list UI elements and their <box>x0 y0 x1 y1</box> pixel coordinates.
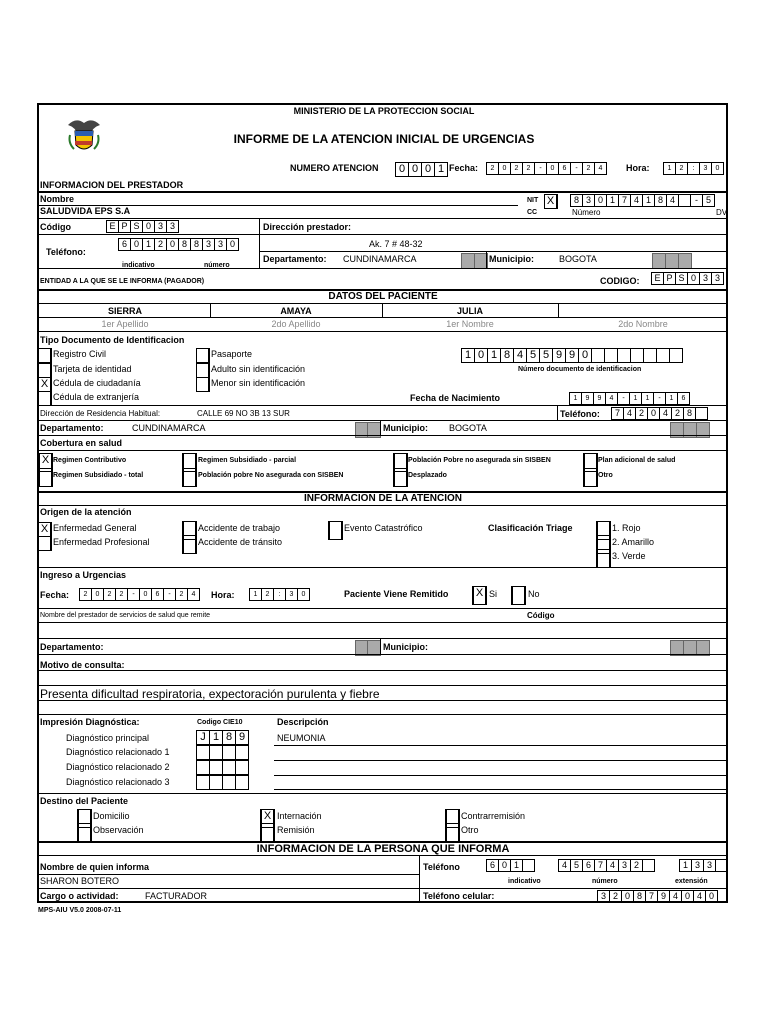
nit-cells <box>571 194 715 206</box>
ministry-title: MINISTERIO DE LA PROTECCION SOCIAL <box>293 106 475 116</box>
desplazado-checkbox[interactable] <box>393 468 408 487</box>
digit-cell[interactable]: 4 <box>669 890 682 903</box>
digit-cell[interactable]: 7 <box>611 407 624 420</box>
digit-cell[interactable]: 4 <box>594 162 607 175</box>
pasaporte-checkbox[interactable] <box>196 348 210 363</box>
digit-cell[interactable]: 3 <box>691 859 704 872</box>
digit-cell[interactable]: 2 <box>261 588 274 601</box>
internacion-label: Internación <box>277 811 322 821</box>
impresion-label: Impresión Diagnóstica: <box>40 717 140 727</box>
digit-cell[interactable]: 4 <box>513 348 527 363</box>
digit-cell[interactable]: 0 <box>166 238 179 251</box>
prestador-remite-label: Nombre del prestador de servicios de salud que remite <box>40 612 211 619</box>
digit-cell[interactable]: 0 <box>621 890 634 903</box>
digit-cell[interactable]: 0 <box>226 238 239 251</box>
tarjeta-identidad-checkbox[interactable] <box>38 363 52 378</box>
regimen-subsidiado-total-checkbox[interactable] <box>38 468 53 487</box>
digit-cell[interactable]: 2 <box>103 588 116 601</box>
digit-cell[interactable]: S <box>675 272 688 285</box>
digit-cell[interactable]: 0 <box>395 162 409 177</box>
digit-cell[interactable]: 6 <box>582 859 595 872</box>
menor-sin-id-label: Menor sin identificación <box>211 378 306 388</box>
informante-numero-label: número <box>592 878 618 885</box>
otro-destino-label: Otro <box>461 825 479 835</box>
remite-municipio-label: Municipio: <box>383 642 428 652</box>
digit-cell[interactable]: 1 <box>665 392 678 405</box>
digit-cell[interactable]: - <box>617 392 630 405</box>
triage-label: Clasificación Triage <box>488 523 573 533</box>
numero-atencion-label: NUMERO ATENCION <box>290 163 379 173</box>
digit-cell[interactable]: 0 <box>139 588 152 601</box>
digit-cell[interactable] <box>522 859 535 872</box>
apellido2[interactable]: AMAYA <box>280 306 312 316</box>
adulto-sin-id-checkbox[interactable] <box>196 363 210 378</box>
indicativo-label: indicativo <box>122 262 155 269</box>
digit-cell[interactable]: 8 <box>654 194 667 207</box>
digit-cell[interactable]: 3 <box>214 238 227 251</box>
digit-cell[interactable]: 0 <box>91 588 104 601</box>
prestador-section: INFORMACION DEL PRESTADOR <box>40 180 184 190</box>
regimen-subsidiado-total-label: Regimen Subsidiado - total <box>53 472 144 479</box>
digit-cell[interactable]: 2 <box>671 407 684 420</box>
otro-cobertura-label: Otro <box>598 472 613 479</box>
digit-cell[interactable]: 0 <box>498 859 511 872</box>
digit-cell[interactable]: 2 <box>675 162 688 175</box>
domicilio-label: Domicilio <box>93 811 130 821</box>
nit-numero-label: Número <box>572 208 601 217</box>
digit-cell[interactable]: 3 <box>166 220 179 233</box>
digit-cell[interactable] <box>604 348 618 363</box>
departamento-prestador[interactable]: CUNDINAMARCA <box>343 254 417 264</box>
otro-destino-checkbox[interactable] <box>445 823 460 842</box>
informante-extension-label: extensión <box>675 878 708 885</box>
digit-cell[interactable]: 4 <box>605 392 618 405</box>
pobre-con-sisben-checkbox[interactable] <box>182 468 197 487</box>
digit-cell[interactable]: 1 <box>641 392 654 405</box>
form-title: INFORME DE LA ATENCION INICIAL DE URGENCIAS <box>233 132 535 146</box>
pasaporte-label: Pasaporte <box>211 349 253 359</box>
digit-cell[interactable] <box>643 348 657 363</box>
digit-cell[interactable]: 2 <box>115 588 128 601</box>
digit-cell[interactable]: 1 <box>461 348 475 363</box>
digit-cell[interactable]: 1 <box>510 859 523 872</box>
digit-cell[interactable]: 3 <box>285 588 298 601</box>
observacion-checkbox[interactable] <box>77 823 92 842</box>
prestador-nombre[interactable]: SALUDVIDA EPS S.A <box>40 206 131 216</box>
digit-cell[interactable] <box>591 348 605 363</box>
digit-cell[interactable]: 0 <box>687 272 700 285</box>
cc-label: CC <box>527 209 538 216</box>
dx-rel2-label: Diagnóstico relacionado 2 <box>66 762 170 772</box>
digit-cell[interactable]: 2 <box>510 162 523 175</box>
cie10-label: Codigo CIE10 <box>197 719 243 726</box>
prestador-nombre-label: Nombre <box>40 194 75 204</box>
numero-atencion-cells <box>396 162 448 174</box>
digit-cell[interactable]: 0 <box>546 162 559 175</box>
observacion-label: Observación <box>93 825 144 835</box>
digit-cell[interactable]: 2 <box>609 890 622 903</box>
digit-cell[interactable]: 3 <box>711 272 724 285</box>
enfermedad-general-checkbox[interactable]: X <box>38 522 52 537</box>
adulto-sin-id-label: Adulto sin identificación <box>211 364 306 374</box>
digit-cell[interactable]: 4 <box>666 194 679 207</box>
digit-cell[interactable]: 1 <box>629 392 642 405</box>
digit-cell[interactable]: 2 <box>522 162 535 175</box>
apellido1-label: 1er Apellido <box>101 319 149 329</box>
digit-cell[interactable]: 4 <box>659 407 672 420</box>
hora-cells <box>664 162 724 174</box>
remitido-si-label: Si <box>489 589 498 599</box>
digit-cell[interactable]: 8 <box>633 890 646 903</box>
digit-cell[interactable]: 3 <box>699 162 712 175</box>
digit-cell[interactable]: 0 <box>711 162 724 175</box>
doc-number-label: Número documento de identificacion <box>518 366 642 373</box>
accidente-transito-checkbox[interactable] <box>182 535 197 554</box>
telefono-prestador-label: Teléfono: <box>46 247 86 257</box>
digit-cell[interactable]: 1 <box>434 162 448 177</box>
direccion-prestador-label: Dirección prestador: <box>263 222 352 232</box>
digit-cell[interactable]: 3 <box>597 890 610 903</box>
digit-cell[interactable]: 2 <box>79 588 92 601</box>
digit-cell[interactable]: 0 <box>498 162 511 175</box>
informante-tel-ind-cells <box>487 859 535 871</box>
atencion-section: INFORMACION DE LA ATENCION <box>38 491 728 506</box>
digit-cell[interactable]: - <box>570 162 583 175</box>
informante-tel-ext-cells <box>680 859 728 871</box>
direccion-paciente-label: Dirección de Residencia Habitual: <box>40 409 161 418</box>
digit-cell[interactable]: 2 <box>635 407 648 420</box>
digit-cell[interactable]: 8 <box>683 407 696 420</box>
motivo-consulta[interactable]: Presenta dificultad respiratoria, expectoración purulenta y fiebre <box>40 687 380 701</box>
digit-cell[interactable] <box>656 348 670 363</box>
digit-cell[interactable]: 1 <box>679 859 692 872</box>
informante-nombre[interactable]: SHARON BOTERO <box>40 876 120 886</box>
digit-cell[interactable]: 5 <box>526 348 540 363</box>
telefono-prestador-cells <box>119 238 239 250</box>
telefono-paciente-cells <box>612 407 708 419</box>
celular-label: Teléfono celular: <box>423 891 495 901</box>
dx-rel1-cells <box>197 745 249 757</box>
hora-label: Hora: <box>626 163 650 173</box>
digit-cell[interactable]: 0 <box>578 348 592 363</box>
nit-label: NIT <box>527 197 539 204</box>
regimen-subsidiado-parcial-label: Regimen Subsidiado - parcial <box>198 457 297 464</box>
entidad-label: ENTIDAD A LA QUE SE LE INFORMA (PAGADOR) <box>40 278 205 285</box>
evento-catastrofico-label: Evento Catastrófico <box>344 523 423 533</box>
tipo-doc-label: Tipo Documento de Identificacion <box>40 335 185 345</box>
digit-cell[interactable]: 8 <box>190 238 203 251</box>
nombre1-label: 1er Nombre <box>446 319 494 329</box>
telefono-paciente-label: Teléfono: <box>560 409 600 419</box>
digit-cell[interactable]: 7 <box>594 859 607 872</box>
form-version: MPS-AIU V5.0 2008-07-11 <box>38 907 122 914</box>
informante-telefono-label: Teléfono <box>423 862 460 872</box>
regimen-contributivo-checkbox[interactable]: X <box>38 453 53 472</box>
digit-cell[interactable]: 5 <box>702 194 715 207</box>
digit-cell[interactable]: 4 <box>187 588 200 601</box>
digit-cell[interactable]: S <box>130 220 143 233</box>
fecha-nac-cells <box>570 392 690 404</box>
digit-cell[interactable]: 0 <box>408 162 422 177</box>
digit-cell[interactable]: 3 <box>582 194 595 207</box>
triage-verde-label: 3. Verde <box>612 551 646 561</box>
digit-cell[interactable]: 0 <box>297 588 310 601</box>
digit-cell[interactable]: 9 <box>581 392 594 405</box>
enfermedad-profesional-label: Enfermedad Profesional <box>53 537 150 547</box>
cedula-extranjeria-checkbox[interactable] <box>38 391 52 406</box>
departamento-paciente-label: Departamento: <box>40 423 104 433</box>
digit-cell[interactable]: E <box>106 220 119 233</box>
codigo-pagador-label: CODIGO: <box>600 276 640 286</box>
pobre-sin-sisben-label: Población Pobre no asegurada sin SISBEN <box>408 457 551 464</box>
digit-cell[interactable]: 0 <box>705 890 718 903</box>
digit-cell[interactable]: 1 <box>249 588 262 601</box>
ingreso-label: Ingreso a Urgencias <box>40 570 127 580</box>
digit-cell[interactable]: 2 <box>175 588 188 601</box>
digit-cell[interactable]: 9 <box>593 392 606 405</box>
digit-cell[interactable]: 6 <box>151 588 164 601</box>
cedula-ciudadania-label: Cédula de ciudadanía <box>53 378 141 388</box>
ingreso-fecha-label: Fecha: <box>40 590 70 600</box>
digit-cell[interactable]: 4 <box>693 890 706 903</box>
digit-cell[interactable]: : <box>687 162 700 175</box>
informante-section: INFORMACION DE LA PERSONA QUE INFORMA <box>38 841 728 856</box>
fecha-label: Fecha: <box>449 163 479 173</box>
cedula-extranjeria-label: Cédula de extranjería <box>53 392 140 402</box>
triage-verde-checkbox[interactable] <box>596 549 611 568</box>
accidente-trabajo-label: Accidente de trabajo <box>198 523 281 533</box>
dx-rel3-cells <box>197 775 249 787</box>
digit-cell[interactable]: P <box>663 272 676 285</box>
digit-cell[interactable]: 8 <box>500 348 514 363</box>
remitido-no-checkbox[interactable] <box>511 586 526 605</box>
origen-label: Origen de la atención <box>40 507 132 517</box>
digit-cell[interactable]: 9 <box>552 348 566 363</box>
municipio-prestador-label: Municipio: <box>489 254 534 264</box>
motivo-label: Motivo de consulta: <box>40 660 125 670</box>
dx-rel2-cells <box>197 760 249 772</box>
municipio-paciente-label: Municipio: <box>383 423 428 433</box>
digit-cell[interactable]: 9 <box>565 348 579 363</box>
direccion-prestador[interactable]: Ak. 7 # 48-32 <box>369 239 423 249</box>
dx-rel3-label: Diagnóstico relacionado 3 <box>66 777 170 787</box>
digit-cell[interactable]: 3 <box>699 272 712 285</box>
registro-civil-label: Registro Civil <box>53 349 107 359</box>
digit-cell[interactable]: 5 <box>570 859 583 872</box>
digit-cell[interactable] <box>695 407 708 420</box>
digit-cell[interactable] <box>617 348 631 363</box>
departamento-prestador-label: Departamento: <box>263 254 327 264</box>
digit-cell[interactable]: 2 <box>486 162 499 175</box>
informante-tel-num-cells <box>559 859 655 871</box>
digit-cell[interactable]: 4 <box>623 407 636 420</box>
digit-cell[interactable]: 1 <box>209 730 223 745</box>
celular-cells <box>598 890 718 902</box>
triage-amarillo-label: 2. Amarillo <box>612 537 655 547</box>
fecha-nac-label: Fecha de Nacimiento <box>410 393 501 403</box>
cedula-ciudadania-checkbox[interactable]: X <box>38 377 52 392</box>
remision-label: Remisión <box>277 825 315 835</box>
municipio-paciente[interactable]: BOGOTA <box>449 423 487 433</box>
nombre1[interactable]: JULIA <box>456 306 483 316</box>
cargo[interactable]: FACTURADOR <box>145 891 208 901</box>
nit-checkbox[interactable]: X <box>544 194 558 209</box>
digit-cell[interactable]: 1 <box>663 162 676 175</box>
dx-principal-desc[interactable]: NEUMONIA <box>277 733 326 743</box>
apellido2-label: 2do Apellido <box>271 319 321 329</box>
digit-cell[interactable]: - <box>163 588 176 601</box>
doc-number-cells <box>462 348 683 360</box>
digit-cell[interactable] <box>669 348 683 363</box>
digit-cell[interactable]: - <box>690 194 703 207</box>
ingreso-hora-cells <box>250 588 310 600</box>
digit-cell[interactable]: 0 <box>474 348 488 363</box>
digit-cell[interactable]: 3 <box>202 238 215 251</box>
dx-principal-code-cells <box>197 730 249 742</box>
digit-cell[interactable]: 1 <box>142 238 155 251</box>
digit-cell[interactable]: 6 <box>118 238 131 251</box>
triage-rojo-label: 1. Rojo <box>612 523 641 533</box>
informante-nombre-label: Nombre de quien informa <box>40 862 150 872</box>
descripcion-label: Descripción <box>277 717 329 727</box>
digit-cell[interactable]: - <box>653 392 666 405</box>
otro-cobertura-checkbox[interactable] <box>583 468 598 487</box>
regimen-contributivo-label: Regimen Contributivo <box>53 457 127 464</box>
digit-cell[interactable]: 2 <box>154 238 167 251</box>
digit-cell[interactable]: 7 <box>645 890 658 903</box>
digit-cell[interactable]: 6 <box>677 392 690 405</box>
remite-codigo-label: Código <box>527 611 555 620</box>
menor-sin-id-checkbox[interactable] <box>196 377 210 392</box>
digit-cell[interactable]: 0 <box>594 194 607 207</box>
direccion-paciente[interactable]: CALLE 69 NO 3B 13 SUR <box>197 409 290 418</box>
digit-cell[interactable] <box>642 859 655 872</box>
digit-cell[interactable]: 0 <box>647 407 660 420</box>
dx-rel1-label: Diagnóstico relacionado 1 <box>66 747 170 757</box>
digit-cell[interactable]: 1 <box>487 348 501 363</box>
digit-cell[interactable]: : <box>273 588 286 601</box>
digit-cell[interactable]: 0 <box>421 162 435 177</box>
dx-principal-label: Diagnóstico principal <box>66 733 150 743</box>
apellido1[interactable]: SIERRA <box>107 306 142 316</box>
accidente-transito-label: Accidente de tránsito <box>198 537 283 547</box>
digit-cell[interactable]: 0 <box>681 890 694 903</box>
digit-cell[interactable]: 2 <box>582 162 595 175</box>
digit-cell[interactable]: 8 <box>178 238 191 251</box>
evento-catastrofico-checkbox[interactable] <box>328 521 343 540</box>
informante-indicativo-label: indicativo <box>508 878 541 885</box>
contrarremision-label: Contrarremisión <box>461 811 526 821</box>
enfermedad-profesional-checkbox[interactable] <box>38 536 52 551</box>
departamento-paciente[interactable]: CUNDINAMARCA <box>132 423 206 433</box>
remitido-label: Paciente Viene Remitido <box>344 589 449 599</box>
digit-cell[interactable]: 0 <box>142 220 155 233</box>
digit-cell[interactable]: 3 <box>703 859 716 872</box>
numero-tel-label: número <box>204 262 230 269</box>
dv-label: DV <box>716 208 728 217</box>
digit-cell[interactable]: - <box>127 588 140 601</box>
desplazado-label: Desplazado <box>408 472 447 479</box>
ingreso-hora-label: Hora: <box>211 590 235 600</box>
digit-cell[interactable]: 3 <box>154 220 167 233</box>
municipio-prestador[interactable]: BOGOTA <box>559 254 597 264</box>
remision-checkbox[interactable] <box>260 823 275 842</box>
digit-cell[interactable]: 0 <box>130 238 143 251</box>
pobre-con-sisben-label: Población pobre No asegurada con SISBEN <box>198 472 344 479</box>
codigo-cells <box>107 220 179 232</box>
fecha-cells <box>487 162 607 174</box>
cargo-label: Cargo o actividad: <box>40 891 119 901</box>
digit-cell[interactable]: 9 <box>235 730 249 745</box>
digit-cell[interactable]: E <box>651 272 664 285</box>
nombre2-label: 2do Nombre <box>618 319 668 329</box>
digit-cell[interactable]: J <box>196 730 210 745</box>
digit-cell[interactable]: 6 <box>558 162 571 175</box>
enfermedad-general-label: Enfermedad General <box>53 523 137 533</box>
tarjeta-identidad-label: Tarjeta de identidad <box>53 364 132 374</box>
digit-cell[interactable] <box>715 859 728 872</box>
digit-cell[interactable]: 9 <box>657 890 670 903</box>
digit-cell[interactable]: 8 <box>570 194 583 207</box>
digit-cell[interactable]: 5 <box>539 348 553 363</box>
digit-cell[interactable]: P <box>118 220 131 233</box>
digit-cell[interactable]: 4 <box>558 859 571 872</box>
digit-cell[interactable]: 1 <box>569 392 582 405</box>
digit-cell[interactable] <box>630 348 644 363</box>
plan-adicional-label: Plan adicional de salud <box>598 457 676 464</box>
digit-cell[interactable]: - <box>534 162 547 175</box>
remitido-no-label: No <box>528 589 540 599</box>
codigo-pagador-cells <box>652 272 724 284</box>
paciente-section: DATOS DEL PACIENTE <box>38 289 728 304</box>
digit-cell[interactable]: 3 <box>618 859 631 872</box>
digit-cell[interactable]: 8 <box>222 730 236 745</box>
cobertura-label: Cobertura en salud <box>40 438 123 448</box>
ingreso-fecha-cells <box>80 588 200 600</box>
codigo-label: Código <box>40 222 71 232</box>
digit-cell[interactable]: 4 <box>630 194 643 207</box>
digit-cell[interactable]: 6 <box>486 859 499 872</box>
digit-cell[interactable]: 2 <box>630 859 643 872</box>
registro-civil-checkbox[interactable] <box>38 348 52 363</box>
digit-cell[interactable]: 4 <box>606 859 619 872</box>
digit-cell[interactable]: 1 <box>606 194 619 207</box>
digit-cell[interactable]: 1 <box>642 194 655 207</box>
destino-label: Destino del Paciente <box>40 796 129 806</box>
internacion-checkbox[interactable]: X <box>260 809 275 828</box>
digit-cell[interactable]: 7 <box>618 194 631 207</box>
remitido-si-checkbox[interactable]: X <box>472 586 487 605</box>
remite-departamento-label: Departamento: <box>40 642 104 652</box>
